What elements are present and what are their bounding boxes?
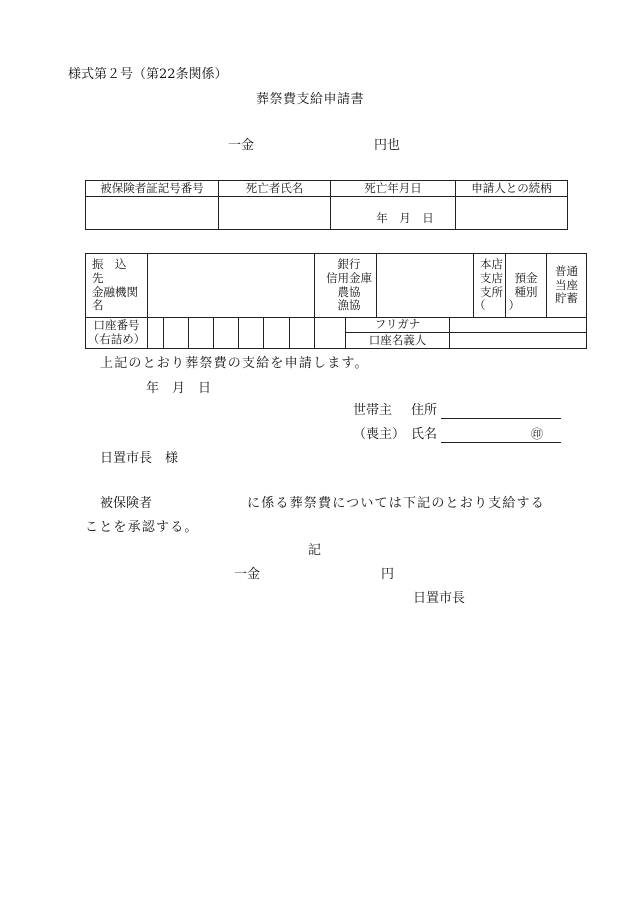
account-digit-1[interactable] xyxy=(148,318,164,349)
account-digit-6[interactable] xyxy=(264,318,290,349)
deposit-type-cell[interactable] xyxy=(547,254,587,318)
deposit-label-line1: 預金 xyxy=(514,270,538,285)
bank-label-line1: 振 込 先 xyxy=(92,256,138,285)
branch-type-cell[interactable] xyxy=(474,254,521,318)
declaration-text: 上記のとおり葬祭費の支給を申請します。 xyxy=(100,356,369,371)
account-label-cell xyxy=(86,318,148,349)
approval-text-line2: ことを承認する。 xyxy=(85,520,199,535)
furigana-input[interactable] xyxy=(450,318,587,333)
account-digit-3[interactable] xyxy=(189,318,214,349)
branch-type-office: 支所 xyxy=(480,284,504,299)
household-label: 世帯主 xyxy=(353,403,393,418)
addressee: 日置市長 様 xyxy=(100,451,179,466)
account-digit-7[interactable] xyxy=(290,318,315,349)
approval-text: に係る葬祭費については下記のとおり支給する xyxy=(247,496,545,511)
approved-amount-prefix: 一金 xyxy=(234,567,261,582)
approved-amount-suffix: 円 xyxy=(381,567,395,582)
death-date-placeholder: 年 月 日 xyxy=(376,211,434,226)
seal-icon: ㊞ xyxy=(531,427,544,441)
deceased-info-table xyxy=(85,180,568,230)
application-date: 年 月 日 xyxy=(146,381,212,396)
issuer: 日置市長 xyxy=(413,591,466,606)
form-number: 様式第２号（第22条関係） xyxy=(68,67,228,82)
bank-label-line2: 金融機関名 xyxy=(92,284,138,313)
deposit-type-futsu: 普通 xyxy=(555,263,579,278)
account-digit-4[interactable] xyxy=(214,318,239,349)
header-insurance-number: 被保険者証記号番号 xyxy=(86,181,219,197)
page-title: 葬祭費支給申請書 xyxy=(256,92,365,107)
amount-prefix: 一金 xyxy=(228,138,255,153)
deposit-label-line2: 種別 xyxy=(514,284,538,299)
ki-label: 記 xyxy=(308,543,322,558)
inst-type-bank: 銀行 xyxy=(337,256,361,271)
deposit-type-chochiku: 貯蓄 xyxy=(555,291,579,306)
account-label-line2: （右詰め） xyxy=(87,332,146,346)
relationship-cell[interactable] xyxy=(456,197,568,230)
account-label-line1: 口座番号 xyxy=(93,318,140,333)
deceased-name-cell[interactable] xyxy=(219,197,331,230)
inst-type-gyokyou: 漁協 xyxy=(337,298,361,313)
header-relationship: 申請人との続柄 xyxy=(456,181,568,197)
branch-paren: （ ） xyxy=(474,298,521,313)
bank-label-cell xyxy=(86,254,148,318)
holder-label: 口座名義人 xyxy=(346,333,450,349)
approval-insured-label: 被保険者 xyxy=(100,496,153,511)
branch-type-branch: 支店 xyxy=(480,270,504,285)
inst-type-noukyou: 農協 xyxy=(337,284,361,299)
institution-type-cell[interactable] xyxy=(315,254,377,318)
bank-name-cell[interactable] xyxy=(148,254,315,318)
account-digit-2[interactable] xyxy=(164,318,189,349)
death-date-cell[interactable] xyxy=(331,197,456,230)
holder-input[interactable] xyxy=(450,333,587,349)
branch-type-main: 本店 xyxy=(480,256,504,271)
header-death-date: 死亡年月日 xyxy=(331,181,456,197)
name-input-line[interactable] xyxy=(441,442,561,443)
mourner-label: （喪主） xyxy=(353,427,406,442)
deposit-type-touza: 当座 xyxy=(555,277,579,292)
account-spacer xyxy=(315,318,346,349)
branch-name-cell[interactable] xyxy=(377,254,474,318)
account-digit-5[interactable] xyxy=(239,318,264,349)
bank-transfer-table xyxy=(85,253,587,349)
insurance-number-cell[interactable] xyxy=(86,197,219,230)
inst-type-shinkin: 信用金庫 xyxy=(326,270,373,285)
amount-suffix: 円也 xyxy=(374,138,401,153)
address-input-line[interactable] xyxy=(441,418,561,419)
header-deceased-name: 死亡者氏名 xyxy=(219,181,331,197)
name-label: 氏名 xyxy=(411,427,438,442)
address-label: 住所 xyxy=(411,403,438,418)
furigana-label: フリガナ xyxy=(346,318,450,333)
